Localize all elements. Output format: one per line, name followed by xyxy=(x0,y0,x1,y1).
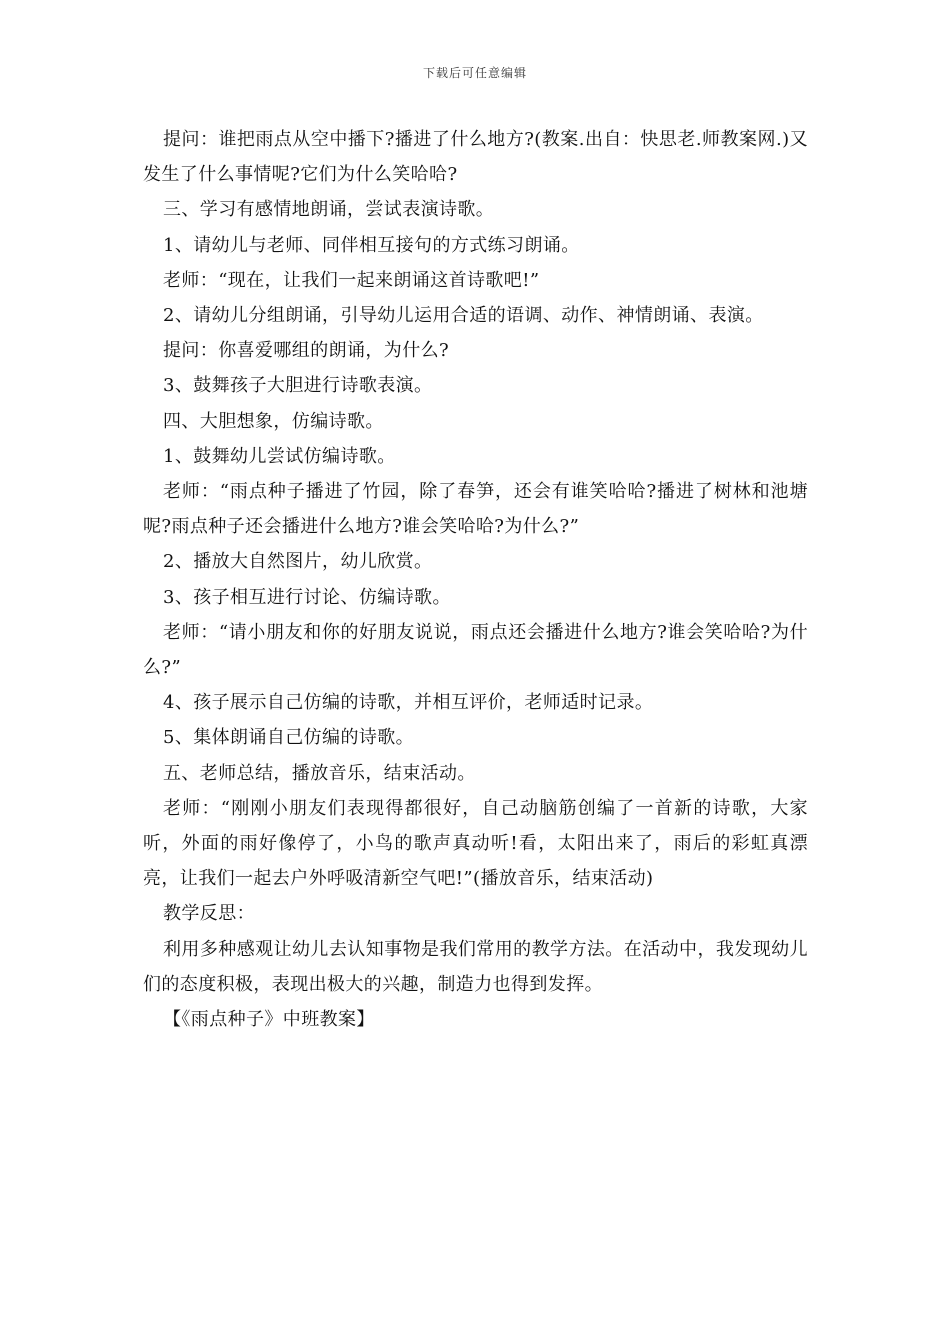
reflection-heading: 教学反思： xyxy=(163,903,255,925)
document-body xyxy=(143,122,808,1037)
paragraph: 1、鼓舞幼儿尝试仿编诗歌。 xyxy=(163,445,396,467)
paragraph: 2、请幼儿分组朗诵，引导幼儿运用合适的语调、动作、神情朗诵、表演。 xyxy=(163,305,764,327)
paragraph: 2、播放大自然图片，幼儿欣赏。 xyxy=(163,551,433,573)
paragraph: 提问：你喜爱哪组的朗诵，为什么? xyxy=(163,340,450,362)
page-header: 下载后可任意编辑 xyxy=(422,66,527,80)
lesson-title: 【《雨点种子》中班教案】 xyxy=(163,1009,375,1031)
paragraph: 提问：谁把雨点从空中播下?播进了什么地方?(教案.出自：快思老.师教案网.)又发生了什么事情呢?它们为什么笑哈哈? xyxy=(143,129,808,186)
paragraph: 老师：“请小朋友和你的好朋友说说，雨点还会播进什么地方?谁会笑哈哈?为什么?” xyxy=(143,621,808,679)
paragraph: 老师：“雨点种子播进了竹园，除了春笋，还会有谁笑哈哈?播进了树林和池塘呢?雨点种子还会播进什么地方?谁会笑哈哈?为什么?” xyxy=(143,481,808,538)
paragraph: 4、孩子展示自己仿编的诗歌，并相互评价，老师适时记录。 xyxy=(163,692,654,714)
paragraph: 利用多种感观让幼儿去认知事物是我们常用的教学方法。在活动中，我发现幼儿们的态度积极，表现出极大的兴趣，制造力也得到发挥。 xyxy=(143,938,808,995)
paragraph: 3、鼓舞孩子大胆进行诗歌表演。 xyxy=(163,375,433,397)
section-heading: 五、老师总结，播放音乐，结束活动。 xyxy=(163,762,476,784)
section-heading: 四、大胆想象，仿编诗歌。 xyxy=(163,410,384,432)
paragraph: 1、请幼儿与老师、同伴相互接句的方式练习朗诵。 xyxy=(163,234,580,256)
section-heading: 三、学习有感情地朗诵，尝试表演诗歌。 xyxy=(163,199,495,221)
paragraph: 老师：“刚刚小朋友们表现得都很好，自己动脑筋创编了一首新的诗歌，大家听，外面的雨好像停了，小鸟的歌声真动听!看，太阳出来了，雨后的彩虹真漂亮，让我们一起去户外呼吸清新空气吧!”(播放音乐，结束活动) xyxy=(143,797,808,890)
paragraph: 老师：“现在，让我们一起来朗诵这首诗歌吧!” xyxy=(163,269,540,291)
paragraph: 3、孩子相互进行讨论、仿编诗歌。 xyxy=(163,586,451,608)
paragraph: 5、集体朗诵自己仿编的诗歌。 xyxy=(163,727,415,749)
